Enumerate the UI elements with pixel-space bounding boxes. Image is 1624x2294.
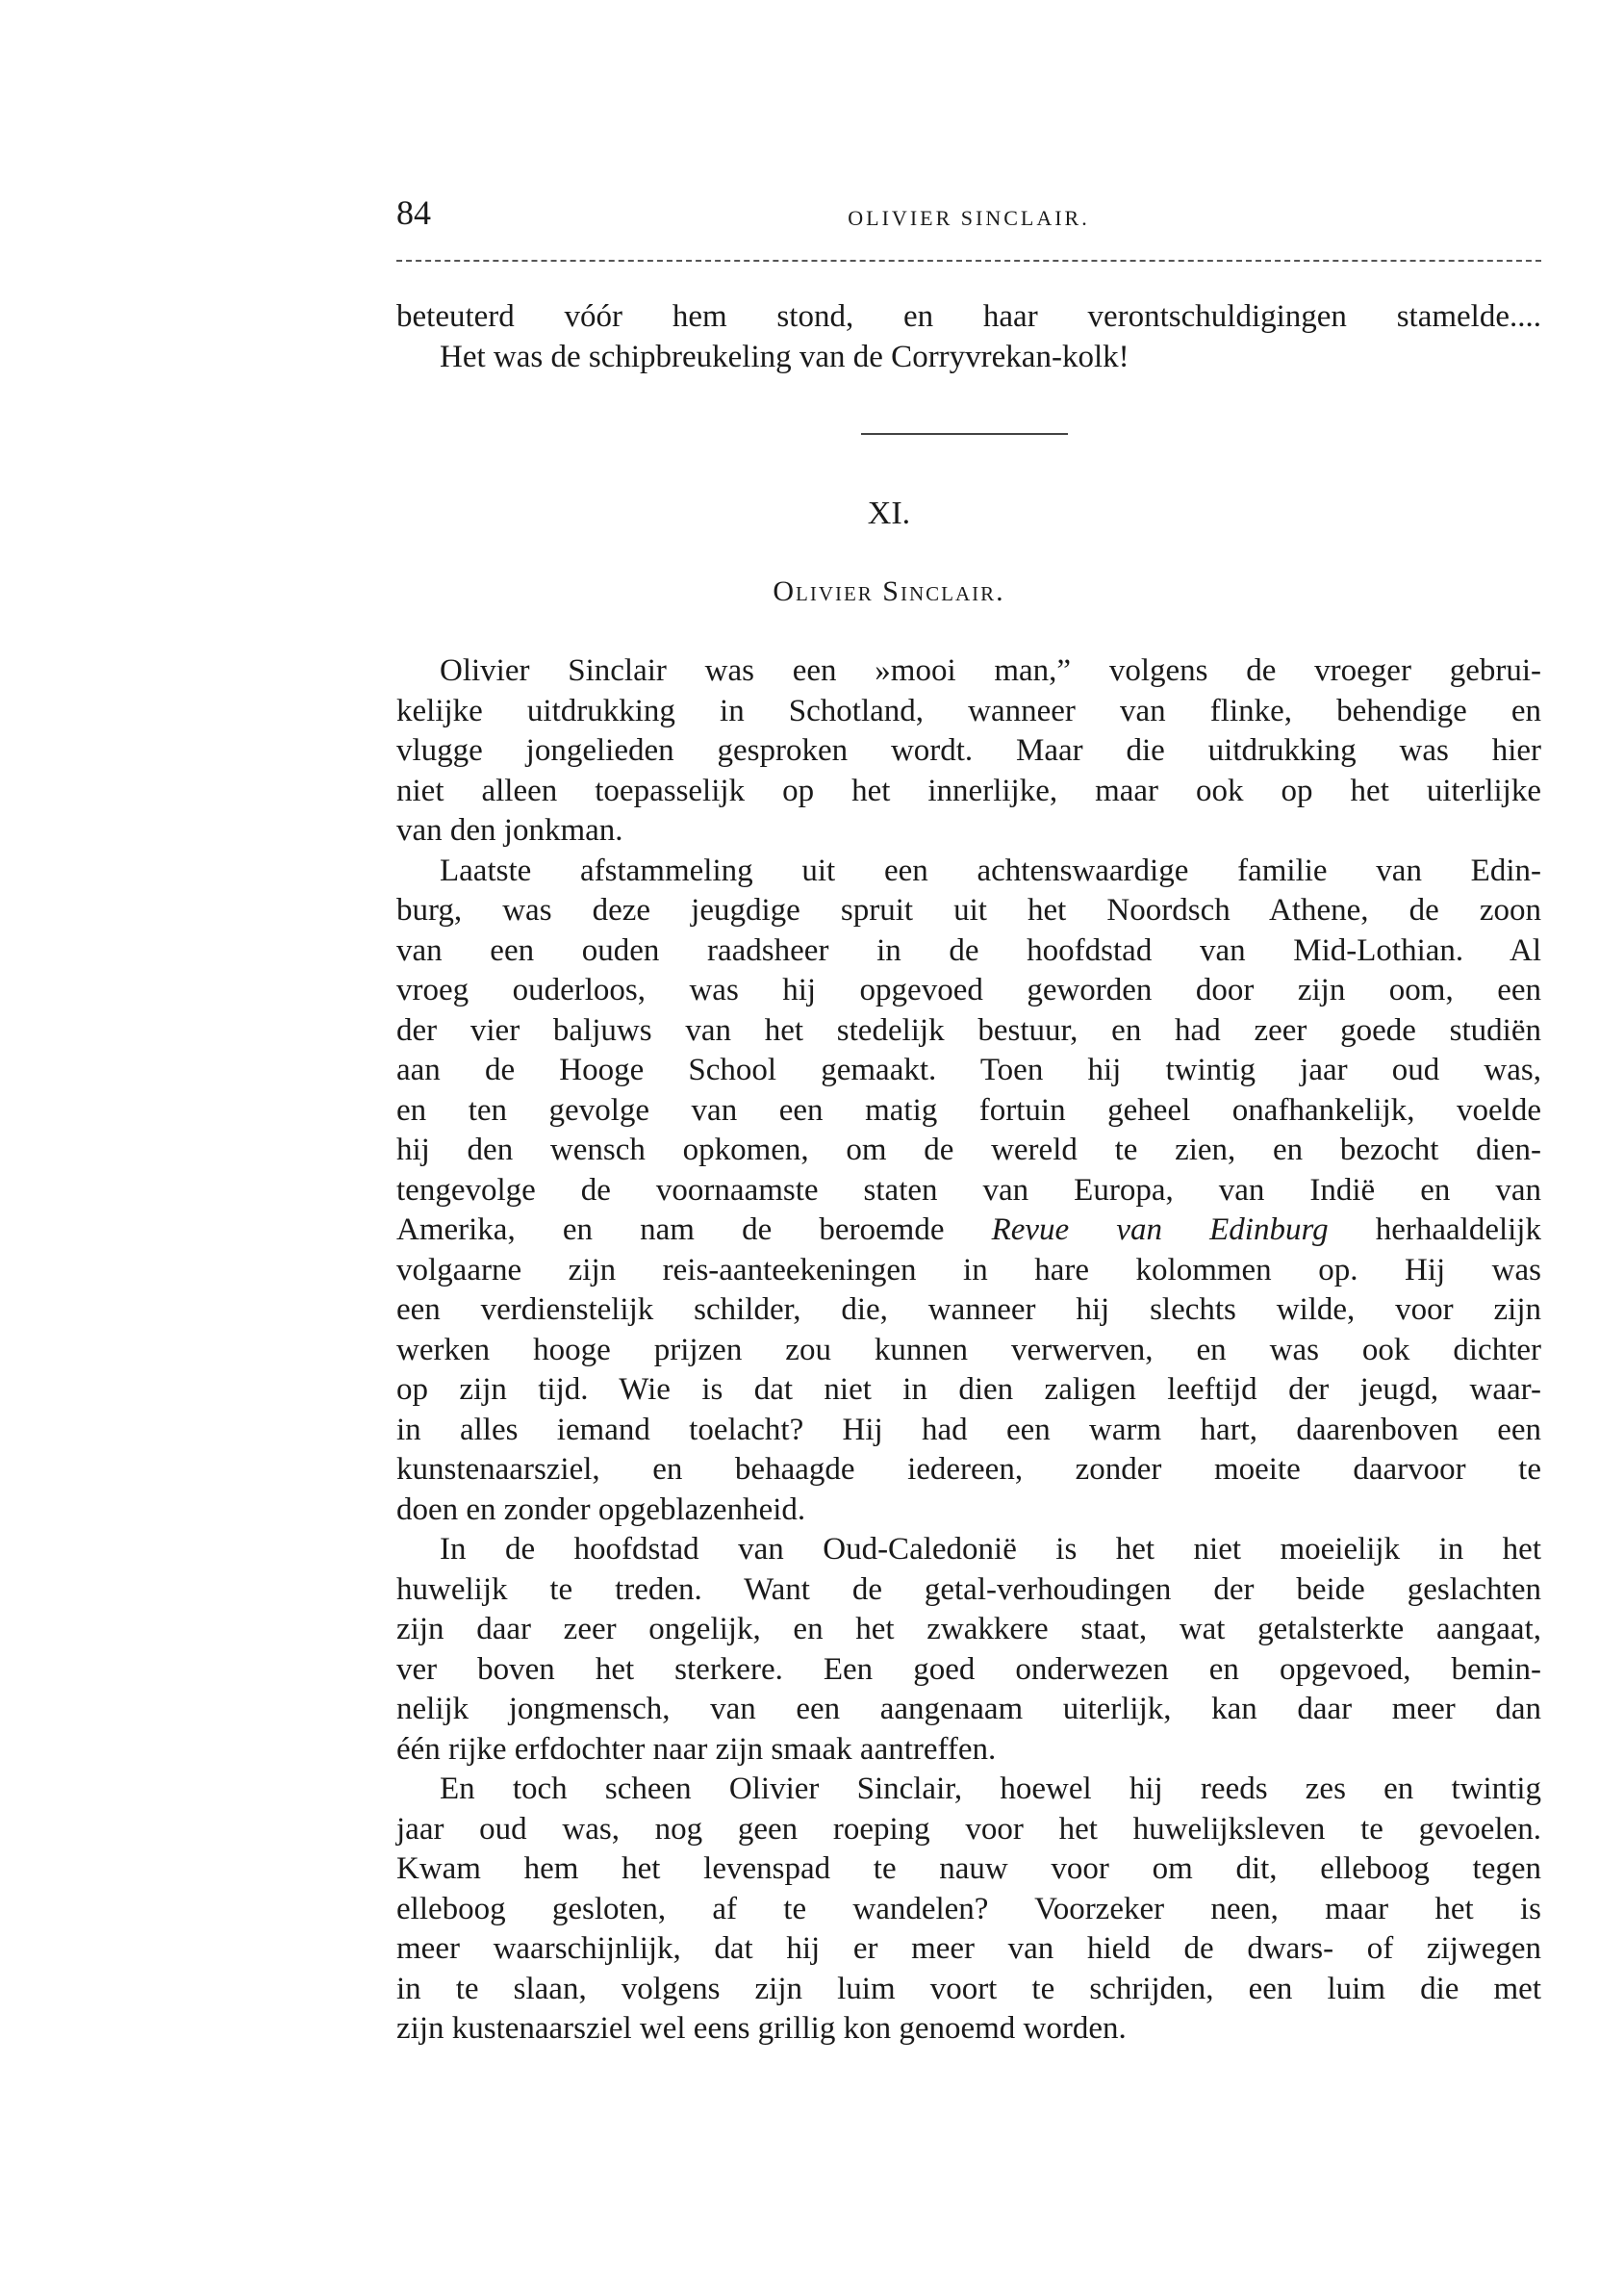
text-line: van een ouden raadsheer in de hoofdstad van Mid-Lothian. Al	[396, 932, 1541, 968]
text-line: van den jonkman.	[396, 813, 623, 848]
text-line: op zijn tijd. Wie is dat niet in dien zaligen leeftijd der jeugd, waar-	[396, 1372, 1541, 1407]
text-line: aan de Hooge School gemaakt. Toen hij twintig jaar oud was,	[396, 1053, 1541, 1087]
text-segment: Amerika, en nam de beroemde	[396, 1212, 992, 1247]
text-line: niet alleen toepasselijk op het innerlijke, maar ook op het uiterlijke	[396, 773, 1541, 808]
chapter-number: XI.	[867, 496, 911, 531]
page-header	[396, 192, 1541, 250]
text-line: ver boven het sterkere. Een goed onderwezen en opgevoed, bemin-	[396, 1651, 1541, 1687]
text-line: huwelijk te treden. Want de getal-verhoudingen der beide geslachten	[396, 1571, 1541, 1607]
text-line: En toch scheen Olivier Sinclair, hoewel hij reeds zes en twintig	[440, 1771, 1541, 1806]
text-line: in alles iemand toelacht? Hij had een warm hart, daarenboven een	[396, 1412, 1541, 1447]
chapter-body	[396, 651, 1541, 2050]
text-line: Olivier Sinclair was een »mooi man,” volgens de vroeger gebrui-	[440, 653, 1541, 688]
text-line: burg, was deze jeugdige spruit uit het Noordsch Athene, de zoon	[396, 893, 1541, 928]
text-line: In de hoofdstad van Oud-Caledonië is het niet moeielijk in het	[440, 1532, 1541, 1567]
text-line: jaar oud was, nog geen roeping voor het huwelijksleven te gevoelen.	[396, 1811, 1541, 1847]
text-line: een verdienstelijk schilder, die, wanneer hij slechts wilde, voor zijn	[396, 1292, 1541, 1327]
section-divider	[861, 433, 1068, 435]
text-line: hij den wensch opkomen, om de wereld te zien, en bezocht dien-	[396, 1133, 1541, 1167]
text-line: elleboog gesloten, af te wandelen? Voorzeker neen, maar het is	[396, 1891, 1541, 1926]
text-line: meer waarschijnlijk, dat hij er meer van hield de dwars- of zijwegen	[396, 1931, 1541, 1966]
text-line: Laatste afstammeling uit een achtenswaardige familie van Edin-	[440, 853, 1541, 888]
text-line: zijn daar zeer ongelijk, en het zwakkere staat, wat getalsterkte aangaat,	[396, 1612, 1541, 1646]
running-title: OLIVIER SINCLAIR.	[848, 206, 1090, 230]
chapter-title: Olivier Sinclair.	[773, 575, 1005, 607]
text-line	[396, 1211, 1541, 1251]
text-line: volgaarne zijn reis-aanteekeningen in hare kolommen op. Hij was	[396, 1252, 1541, 1287]
text-line: Het was de schipbreukeling van de Corryvrekan-kolk!	[440, 339, 1129, 374]
text-line: in te slaan, volgens zijn luim voort te schrijden, een luim die met	[396, 1971, 1541, 2006]
text-line: en ten gevolge van een matig fortuin geheel onafhankelijk, voelde	[396, 1092, 1541, 1128]
text-line: doen en zonder opgeblazenheid.	[396, 1491, 806, 1527]
text-line: kunstenaarsziel, en behaagde iedereen, zonder moeite daarvoor te	[396, 1452, 1541, 1487]
text-line: der vier baljuws van het stedelijk bestuur, en had zeer goede studiën	[396, 1012, 1541, 1048]
text-line: nelijk jongmensch, van een aangenaam uiterlijk, kan daar meer dan	[396, 1692, 1541, 1726]
text-line: zijn kustenaarsziel wel eens grillig kon genoemd worden.	[396, 2011, 1127, 2046]
previous-chapter-ending	[396, 297, 1541, 377]
text-line: vroeg ouderloos, was hij opgevoed geworden door zijn oom, een	[396, 973, 1541, 1007]
text-segment: herhaaldelijk	[1328, 1212, 1541, 1247]
text-line: vlugge jongelieden gesproken wordt. Maar die uitdrukking was hier	[396, 733, 1541, 768]
text-line: werken hooge prijzen zou kunnen verwerven, en was ook dichter	[396, 1332, 1541, 1367]
text-line: één rijke erfdochter naar zijn smaak aantreffen.	[396, 1731, 997, 1767]
page-number: 84	[396, 193, 431, 232]
periodical-title: Revue van Edinburg	[991, 1212, 1329, 1247]
text-line: Kwam hem het levenspad te nauw voor om dit, elleboog tegen	[396, 1851, 1541, 1886]
text-line: tengevolge de voornaamste staten van Europa, van Indië en van	[396, 1172, 1541, 1208]
text-line: beteuterd vóór hem stond, en haar verontschuldigingen stamelde....	[396, 299, 1541, 334]
header-rule	[396, 260, 1541, 262]
text-line: kelijke uitdrukking in Schotland, wanneer van flinke, behendige en	[396, 693, 1541, 728]
